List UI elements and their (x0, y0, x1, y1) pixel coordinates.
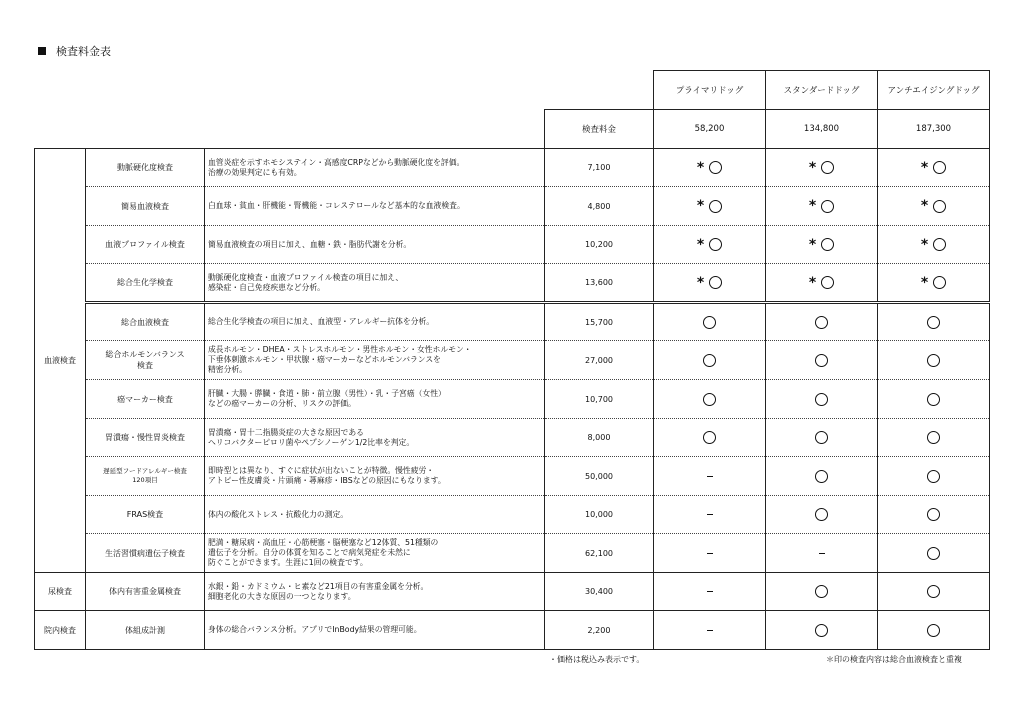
header-spacer (545, 71, 654, 110)
exam-description: 白血球・貧血・肝機能・腎機能・コレステロールなど基本的な血液検査。 (205, 187, 545, 226)
dash-icon (707, 476, 713, 477)
dash-icon (707, 553, 713, 554)
plan-inclusion-mark (878, 419, 990, 457)
asterisk-icon: * (808, 274, 817, 291)
circle-icon (821, 200, 834, 213)
asterisk-icon: * (920, 198, 929, 214)
circle-icon (933, 161, 946, 174)
circle-icon (815, 431, 828, 444)
plan-inclusion-mark (878, 187, 990, 226)
plan-inclusion-mark (654, 534, 766, 573)
exam-description: 肝臓・大腸・膵臓・食道・肺・前立腺（男性）・乳・子宮癌（女性） などの癌マーカーの分析、リスクの評価。 (205, 380, 545, 419)
asterisk-icon: * (696, 159, 705, 176)
exam-name: 総合生化学検査 (86, 264, 205, 303)
table-row (35, 611, 990, 650)
asterisk-icon: * (808, 159, 817, 176)
dash-icon (819, 553, 825, 554)
exam-description: 成長ホルモン・DHEA・ストレスホルモン・男性ホルモン・女性ホルモン・ 下垂体刺激ホルモン・甲状腺・癌マーカーなどホルモンバランスを 精密分析。 (205, 341, 545, 380)
plan-inclusion-mark (654, 419, 766, 457)
plan-inclusion-mark (654, 611, 766, 650)
plan-inclusion-mark (766, 419, 878, 457)
plan-inclusion-mark (654, 457, 766, 496)
exam-name: 遅延型フードアレルギー検査 120項目 (86, 457, 205, 496)
circle-icon (927, 547, 940, 560)
exam-name: 体組成計測 (86, 611, 205, 650)
plan-inclusion-mark (878, 341, 990, 380)
dash-icon (707, 514, 713, 515)
circle-icon (933, 276, 946, 289)
fee-label: 検査料金 (545, 110, 654, 149)
plan-name-antiaging: アンチエイジングドッグ (878, 71, 990, 110)
exam-price: 10,700 (545, 380, 654, 419)
plan-inclusion-mark (878, 264, 990, 303)
plan-inclusion-mark (654, 149, 766, 187)
plan-inclusion-mark (878, 380, 990, 419)
dash-icon (707, 591, 713, 592)
asterisk-icon: * (696, 236, 705, 253)
circle-icon (821, 276, 834, 289)
circle-icon (821, 161, 834, 174)
circle-icon (821, 238, 834, 251)
star-note: ＊印の検査内容は総合血液検査と重複 (826, 655, 962, 664)
table-row (35, 380, 990, 419)
circle-icon (815, 470, 828, 483)
exam-price: 15,700 (545, 303, 654, 341)
plan-name-primary: プライマリドッグ (654, 71, 766, 110)
category-clinic: 院内検査 (35, 611, 86, 650)
dash-icon (707, 630, 713, 631)
plan-fee-standard: 134,800 (766, 110, 878, 149)
exam-price: 30,400 (545, 573, 654, 611)
exam-description: 簡易血液検査の項目に加え、血糖・鉄・脂肪代謝を分析。 (205, 226, 545, 264)
circle-icon (703, 316, 716, 329)
plan-inclusion-mark (878, 226, 990, 264)
exam-description: 血管炎症を示すホモシステイン・高感度CRPなどから動脈硬化度を評価。 治療の効果判定にも有効。 (205, 149, 545, 187)
exam-name: 生活習慣病遺伝子検査 (86, 534, 205, 573)
plan-fee-antiaging: 187,300 (878, 110, 990, 149)
circle-icon (815, 316, 828, 329)
table-row (35, 187, 990, 226)
plan-inclusion-mark (878, 534, 990, 573)
circle-icon (709, 276, 722, 289)
plan-inclusion-mark (766, 303, 878, 341)
circle-icon (703, 431, 716, 444)
exam-name: 癌マーカー検査 (86, 380, 205, 419)
plan-inclusion-mark (654, 226, 766, 264)
asterisk-icon: * (920, 159, 929, 176)
circle-icon (815, 354, 828, 367)
category-blood: 血液検査 (35, 149, 86, 573)
circle-icon (927, 316, 940, 329)
asterisk-icon: * (920, 236, 929, 253)
plan-inclusion-mark (878, 573, 990, 611)
exam-name: 胃潰瘍・慢性胃炎検査 (86, 419, 205, 457)
plan-inclusion-mark (878, 457, 990, 496)
plan-inclusion-mark (654, 496, 766, 534)
circle-icon (927, 508, 940, 521)
exam-price: 7,100 (545, 149, 654, 187)
exam-price: 8,000 (545, 419, 654, 457)
circle-icon (927, 354, 940, 367)
exam-name: 簡易血液検査 (86, 187, 205, 226)
plan-inclusion-mark (766, 187, 878, 226)
plan-inclusion-mark (766, 496, 878, 534)
plan-fee-table (544, 70, 990, 149)
table-row (35, 341, 990, 380)
circle-icon (703, 354, 716, 367)
plan-inclusion-mark (654, 264, 766, 303)
title-text: 検査料金表 (56, 45, 111, 58)
exam-price: 10,200 (545, 226, 654, 264)
plan-inclusion-mark (766, 611, 878, 650)
exam-name: 総合血液検査 (86, 303, 205, 341)
plan-inclusion-mark (878, 303, 990, 341)
exam-description: 即時型とは異なり、すぐに症状が出ないことが特徴。慢性疲労・ アトピー性皮膚炎・片頭痛・蕁麻疹・IBSなどの原因にもなります。 (205, 457, 545, 496)
table-row (35, 264, 990, 303)
circle-icon (709, 200, 722, 213)
exam-price: 50,000 (545, 457, 654, 496)
table-row (35, 534, 990, 573)
table-row (35, 496, 990, 534)
exam-name: FRAS検査 (86, 496, 205, 534)
table-row (35, 457, 990, 496)
circle-icon (815, 393, 828, 406)
exam-price: 27,000 (545, 341, 654, 380)
exam-description: 胃潰瘍・胃十二指腸炎症の大きな原因である ヘリコバクターピロリ菌やペプシノーゲン1/2比率を判定。 (205, 419, 545, 457)
plan-inclusion-mark (878, 611, 990, 650)
plan-inclusion-mark (654, 380, 766, 419)
asterisk-icon: * (696, 274, 705, 291)
circle-icon (927, 431, 940, 444)
square-bullet-icon (38, 47, 46, 55)
circle-icon (927, 624, 940, 637)
asterisk-icon: * (808, 236, 817, 253)
page-title (38, 43, 111, 59)
plan-inclusion-mark (654, 573, 766, 611)
table-row (35, 226, 990, 264)
exam-description: 肥満・糖尿病・高血圧・心筋梗塞・脳梗塞など12体質、51種類の 遺伝子を分析。自分の体質を知ることで病気発症を未然に 防ぐことができます。生涯に1回の検査です。 (205, 534, 545, 573)
exam-description: 動脈硬化度検査・血液プロファイル検査の項目に加え、 感染症・自己免疫疾患など分析。 (205, 264, 545, 303)
table-row (35, 303, 990, 341)
exam-price: 62,100 (545, 534, 654, 573)
plan-inclusion-mark (654, 303, 766, 341)
plan-inclusion-mark (878, 149, 990, 187)
plan-inclusion-mark (766, 226, 878, 264)
circle-icon (927, 393, 940, 406)
table-row (35, 573, 990, 611)
asterisk-icon: * (920, 274, 929, 291)
plan-inclusion-mark (766, 264, 878, 303)
exam-name: 血液プロファイル検査 (86, 226, 205, 264)
plan-inclusion-mark (654, 187, 766, 226)
exam-price: 4,800 (545, 187, 654, 226)
plan-inclusion-mark (878, 496, 990, 534)
circle-icon (815, 585, 828, 598)
plan-inclusion-mark (766, 149, 878, 187)
plan-inclusion-mark (766, 534, 878, 573)
exam-description: 水銀・鉛・カドミウム・ヒ素など21項目の有害重金属を分析。 細胞老化の大きな原因の一つとなります。 (205, 573, 545, 611)
table-row (35, 149, 990, 187)
circle-icon (933, 238, 946, 251)
circle-icon (927, 470, 940, 483)
circle-icon (703, 393, 716, 406)
exam-description: 身体の総合バランス分析。アプリでInBody結果の管理可能。 (205, 611, 545, 650)
circle-icon (709, 161, 722, 174)
plan-inclusion-mark (766, 380, 878, 419)
exam-table (34, 148, 990, 650)
circle-icon (709, 238, 722, 251)
exam-name: 総合ホルモンバランス 検査 (86, 341, 205, 380)
asterisk-icon: * (808, 198, 817, 214)
exam-name: 体内有害重金属検査 (86, 573, 205, 611)
circle-icon (815, 624, 828, 637)
plan-fee-primary: 58,200 (654, 110, 766, 149)
plan-name-standard: スタンダードドッグ (766, 71, 878, 110)
circle-icon (933, 200, 946, 213)
tax-note: ・価格は税込み表示です。 (549, 655, 645, 664)
asterisk-icon: * (696, 198, 705, 214)
circle-icon (927, 585, 940, 598)
exam-price: 13,600 (545, 264, 654, 303)
plan-inclusion-mark (766, 457, 878, 496)
category-urine: 尿検査 (35, 573, 86, 611)
table-row (35, 419, 990, 457)
exam-description: 体内の酸化ストレス・抗酸化力の測定。 (205, 496, 545, 534)
plan-inclusion-mark (766, 573, 878, 611)
exam-price: 2,200 (545, 611, 654, 650)
exam-description: 総合生化学検査の項目に加え、血液型・アレルギー抗体を分析。 (205, 303, 545, 341)
circle-icon (815, 508, 828, 521)
exam-price: 10,000 (545, 496, 654, 534)
plan-inclusion-mark (654, 341, 766, 380)
plan-inclusion-mark (766, 341, 878, 380)
exam-name: 動脈硬化度検査 (86, 149, 205, 187)
